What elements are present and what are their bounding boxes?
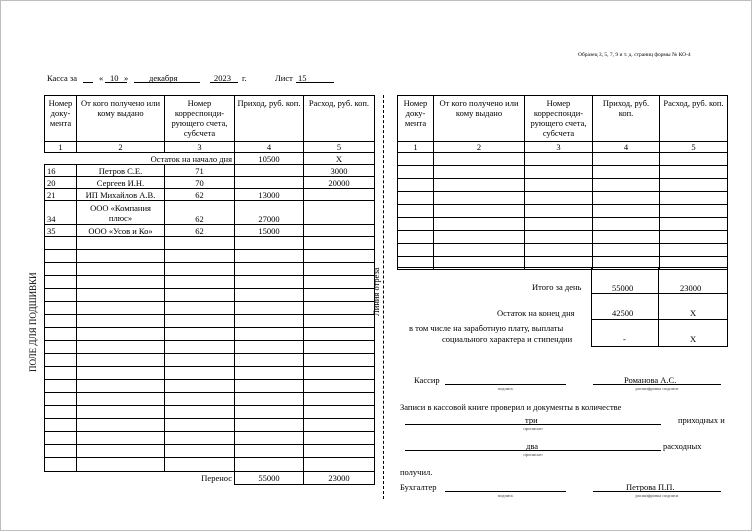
empty-row — [45, 445, 375, 458]
col-doc-no-header: Номер доку-мента — [398, 96, 434, 142]
expense-amount[interactable] — [304, 189, 375, 201]
col-from-whom-header: От кого получено или кому выдано — [434, 96, 525, 142]
totals-divider — [397, 267, 727, 268]
cashier-name[interactable]: Романова А.С. — [624, 375, 677, 385]
accountant-label: Бухгалтер — [400, 482, 437, 492]
closing-balance-label: Остаток на конец дня — [497, 308, 575, 318]
expense-words-note: прописью — [523, 452, 543, 457]
kassa-underline — [83, 82, 93, 83]
counterparty[interactable]: Сергеев И.Н. — [77, 177, 165, 189]
day-total-income[interactable]: 55000 — [612, 283, 634, 293]
income-amount[interactable]: 13000 — [235, 189, 304, 201]
accountant-name[interactable]: Петрова П.П. — [626, 482, 675, 492]
empty-row — [45, 406, 375, 419]
col-num: 2 — [434, 142, 525, 153]
empty-row — [398, 231, 728, 244]
carry-forward-expense[interactable]: 23000 — [304, 472, 375, 485]
doc-number[interactable]: 20 — [45, 177, 77, 189]
empty-row — [398, 244, 728, 257]
expense-amount[interactable]: 20000 — [304, 177, 375, 189]
empty-row — [45, 276, 375, 289]
received-label: получил. — [400, 467, 433, 477]
empty-row — [398, 192, 728, 205]
col-num: 1 — [398, 142, 434, 153]
doc-number[interactable]: 21 — [45, 189, 77, 201]
col-from-whom-header: От кого получено или кому выдано — [77, 96, 165, 142]
doc-number[interactable]: 35 — [45, 225, 77, 237]
year-suffix: г. — [242, 73, 247, 83]
col-num: 5 — [304, 142, 375, 153]
doc-number[interactable]: 16 — [45, 165, 77, 177]
totals-row-line-3 — [591, 346, 728, 347]
income-amount[interactable]: 15000 — [235, 225, 304, 237]
col-num: 4 — [593, 142, 660, 153]
totals-row-line-1 — [591, 293, 728, 294]
empty-row — [45, 419, 375, 432]
empty-row — [45, 458, 375, 472]
carry-forward-label: Перенос — [45, 472, 235, 485]
carry-forward-income[interactable]: 55000 — [235, 472, 304, 485]
col-num: 3 — [165, 142, 235, 153]
empty-row — [398, 179, 728, 192]
left-cash-table — [44, 95, 375, 485]
accountant-decode-note: расшифровка подписи — [635, 493, 679, 498]
account-number[interactable]: 62 — [165, 201, 235, 225]
kassa-label: Касса за — [47, 73, 78, 83]
col-account-header: Номер корреспонди-рующего счета, субсчета — [165, 96, 235, 142]
empty-row — [45, 250, 375, 263]
col-num: 2 — [77, 142, 165, 153]
col-doc-no-header: Номер доку-мента — [45, 96, 77, 142]
including-income[interactable]: - — [623, 334, 626, 344]
account-number[interactable]: 62 — [165, 225, 235, 237]
opening-balance-label: Остаток на начало дня — [45, 153, 235, 165]
closing-balance-expense: X — [690, 308, 697, 318]
expense-amount[interactable] — [304, 225, 375, 237]
month-value[interactable]: декабря — [149, 73, 178, 83]
totals-col-divider-1 — [591, 267, 592, 347]
doc-number[interactable]: 34 — [45, 201, 77, 225]
expense-amount[interactable]: 3000 — [304, 165, 375, 177]
counterparty[interactable]: ООО «Компания плюс» — [77, 201, 165, 225]
account-number[interactable]: 70 — [165, 177, 235, 189]
cashier-decode-note: расшифровка подписи — [635, 386, 679, 391]
counterparty[interactable]: ИП Михайлов А.В. — [77, 189, 165, 201]
totals-row-line-2 — [591, 319, 728, 320]
accountant-signature-note: подпись — [497, 493, 514, 498]
income-amount[interactable]: 27000 — [235, 201, 304, 225]
day-total-expense[interactable]: 23000 — [680, 283, 702, 293]
empty-row — [45, 289, 375, 302]
expense-docs-count[interactable]: два — [526, 441, 538, 451]
col-num: 1 — [45, 142, 77, 153]
table-row — [45, 201, 375, 225]
including-expense: X — [690, 334, 697, 344]
empty-row — [45, 354, 375, 367]
opening-balance-income[interactable]: 10500 — [235, 153, 304, 165]
empty-row — [398, 166, 728, 179]
year-value[interactable]: 2023 — [214, 73, 231, 83]
sheet-label: Лист — [275, 73, 293, 83]
col-num: 4 — [235, 142, 304, 153]
col-expense-header: Расход, руб. коп. — [660, 96, 728, 142]
income-docs-count[interactable]: три — [525, 415, 538, 425]
col-account-header: Номер корреспонди-рующего счета, субсчета — [525, 96, 593, 142]
income-words-note: прописью — [523, 426, 543, 431]
account-number[interactable]: 71 — [165, 165, 235, 177]
empty-row — [45, 328, 375, 341]
empty-row — [45, 315, 375, 328]
totals-col-divider-2 — [658, 267, 659, 347]
cashier-signature-line[interactable] — [445, 384, 566, 385]
income-amount[interactable] — [235, 177, 304, 189]
income-amount[interactable] — [235, 165, 304, 177]
empty-row — [45, 380, 375, 393]
closing-balance-income[interactable]: 42500 — [612, 308, 634, 318]
expense-docs-suffix: расходных — [663, 441, 702, 451]
empty-row — [45, 341, 375, 354]
totals-col-divider-3 — [727, 267, 728, 347]
income-docs-suffix: приходных и — [678, 415, 725, 425]
binding-field-label: ПОЛЕ ДЛЯ ПОДШИВКИ — [28, 272, 38, 372]
counterparty[interactable]: Петров С.Е. — [77, 165, 165, 177]
empty-row — [45, 393, 375, 406]
check-statement: Записи в кассовой книге проверил и документы в количестве — [400, 402, 622, 412]
including-label-line2: социального характера и стипендии — [442, 334, 573, 344]
table-row — [45, 189, 375, 201]
including-label-line1: в том числе на заработную плату, выплаты — [409, 323, 564, 333]
col-num: 3 — [525, 142, 593, 153]
accountant-signature-line[interactable] — [445, 491, 566, 492]
empty-row — [45, 367, 375, 380]
cut-line — [383, 95, 384, 499]
empty-row — [45, 432, 375, 445]
table-row — [45, 225, 375, 237]
account-number[interactable]: 62 — [165, 189, 235, 201]
expense-amount[interactable] — [304, 201, 375, 225]
form-reference: Образец 3, 5, 7, 9 и т. д. страниц формы № КО-4 — [578, 52, 691, 58]
counterparty[interactable]: ООО «Усов и Ко» — [77, 225, 165, 237]
col-num: 5 — [660, 142, 728, 153]
col-income-header: Приход, руб. коп. — [235, 96, 304, 142]
day-total-label: Итого за день — [532, 282, 582, 292]
empty-row — [45, 263, 375, 276]
right-cash-table — [397, 95, 728, 270]
col-expense-header: Расход, руб. коп. — [304, 96, 375, 142]
day-value[interactable]: 10 — [110, 73, 119, 83]
cut-line-label: Линия отреза — [371, 267, 381, 316]
empty-row — [45, 237, 375, 250]
day-close-quote: » — [124, 73, 129, 83]
empty-row — [398, 205, 728, 218]
sheet-number[interactable]: 15 — [298, 73, 307, 83]
day-open-quote: « — [99, 73, 104, 83]
col-income-header: Приход, руб. коп. — [593, 96, 660, 142]
empty-row — [45, 302, 375, 315]
cashier-signature-note: подпись — [497, 386, 514, 391]
cashier-label: Кассир — [414, 375, 440, 385]
opening-balance-expense: X — [304, 153, 375, 165]
table-row — [45, 177, 375, 189]
table-row — [45, 165, 375, 177]
empty-row — [398, 153, 728, 166]
empty-row — [398, 218, 728, 231]
